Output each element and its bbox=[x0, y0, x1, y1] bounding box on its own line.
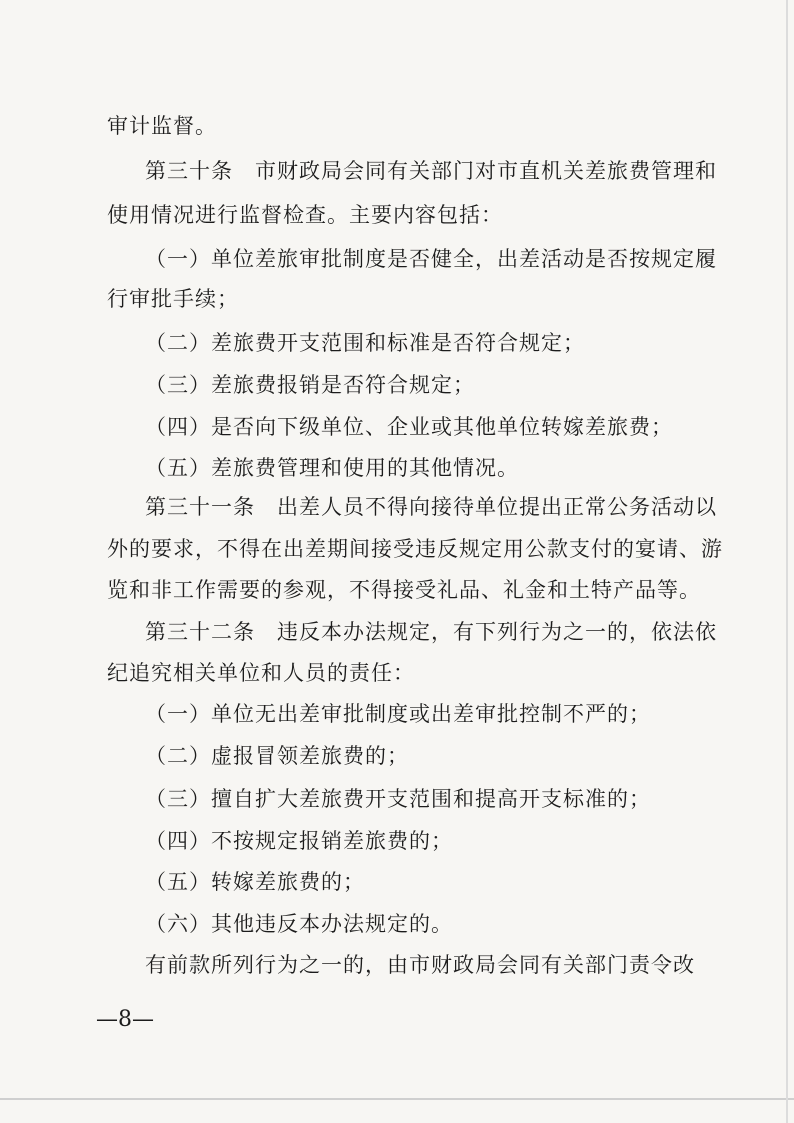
list-item: （三）差旅费报销是否符合规定； bbox=[145, 373, 475, 397]
list-item: （二）虚报冒领差旅费的； bbox=[145, 744, 409, 768]
text-line: 行审批手续； bbox=[107, 287, 239, 311]
scan-edge-right bbox=[786, 0, 788, 1123]
text-line: 纪追究相关单位和人员的责任： bbox=[107, 661, 415, 685]
list-item: （四）不按规定报销差旅费的； bbox=[145, 829, 453, 853]
article-30-heading-line: 第三十条 市财政局会同有关部门对市直机关差旅费管理和 bbox=[145, 159, 717, 183]
text-line: 有前款所列行为之一的，由市财政局会同有关部门责令改 bbox=[145, 953, 695, 977]
article-32-heading-line: 第三十二条 违反本办法规定，有下列行为之一的，依法依 bbox=[145, 620, 717, 644]
list-item: （五）差旅费管理和使用的其他情况。 bbox=[145, 456, 519, 480]
page-number: —8— bbox=[96, 1007, 154, 1032]
text-line: 览和非工作需要的参观，不得接受礼品、礼金和土特产品等。 bbox=[107, 578, 701, 602]
list-item: （四）是否向下级单位、企业或其他单位转嫁差旅费； bbox=[145, 415, 673, 439]
list-item: （一）单位无出差审批制度或出差审批控制不严的； bbox=[145, 702, 651, 726]
article-31-heading-line: 第三十一条 出差人员不得向接待单位提出正常公务活动以 bbox=[145, 495, 717, 519]
text-line: 审计监督。 bbox=[107, 114, 217, 138]
list-item: （三）擅自扩大差旅费开支范围和提高开支标准的； bbox=[145, 787, 651, 811]
text-line: 使用情况进行监督检查。主要内容包括： bbox=[107, 203, 503, 227]
list-item: （六）其他违反本办法规定的。 bbox=[145, 912, 453, 936]
list-item: （一）单位差旅审批制度是否健全，出差活动是否按规定履 bbox=[145, 247, 717, 271]
text-line: 外的要求，不得在出差期间接受违反规定用公款支付的宴请、游 bbox=[107, 537, 723, 561]
list-item: （二）差旅费开支范围和标准是否符合规定； bbox=[145, 331, 585, 355]
list-item: （五）转嫁差旅费的； bbox=[145, 870, 365, 894]
scan-edge-bottom bbox=[0, 1098, 794, 1100]
